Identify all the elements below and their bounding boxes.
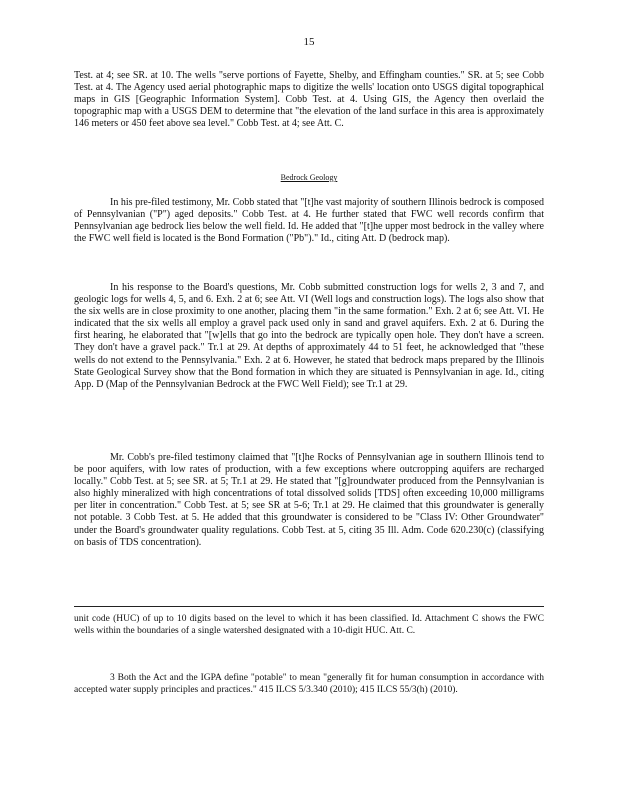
body-paragraph-4: [74, 452, 544, 549]
paragraph-text: Test. at 4; see SR. at 10. The wells "serve portions of Fayette, Shelby, and Effingham counties." SR. at 5; see Cobb Test. at 4. The Agency used aerial photographic maps to digitize the wells' location onto USGS digital topographical maps in GIS [Geographic Information System]. Cobb Test. at 4. Using GIS, the Agency then overlaid the topographic map with a USGS DEM to determine that "the elevation of the land surface in this area is approximately 146 meters or 450 feet above sea level." Cobb Test. at 4; see Att. C.: [74, 70, 544, 130]
body-paragraph-2: [74, 197, 544, 245]
footnote-2: [74, 672, 544, 696]
footnote-1: [74, 613, 544, 637]
body-paragraph-1: [74, 70, 544, 130]
paragraph-text: In his pre-filed testimony, Mr. Cobb stated that "[t]he vast majority of southern Illinois bedrock is composed of Pennsylvanian ("P") aged deposits." Cobb Test. at 4. He further stated that FWC well records confirm that Pennsylvanian age bedrock lies below the well field. Id. He added that "[t]he upper most bedrock in the valley where the FWC well field is located is the Bond Formation ("Pb")." Id., citing Att. D (bedrock map).: [74, 197, 544, 245]
paragraph-text: Mr. Cobb's pre-filed testimony claimed that "[t]he Rocks of Pennsylvanian age in southern Illinois tend to be poor aquifers, with low rates of production, with a few exceptions where outcropping aquifers are recharged locally." Cobb Test. at 5; see SR. at 5; Tr.1 at 29. He stated that "[g]roundwater produced from the Pennsylvanian is also highly mineralized with high concentrations of total dissolved solids [TDS] often exceeding 10,000 milligrams per liter in concentration." Cobb Test. at 5; see SR at 5-6; Tr.1 at 29. He claimed that this groundwater is generally not potable. 3 Cobb Test. at 5. He added that this groundwater is considered to be "Class IV: Other Groundwater" under the Board's groundwater quality regulations. Cobb Test. at 5, citing 35 Ill. Adm. Code 620.230(c) (classifying on basis of TDS concentration).: [74, 452, 544, 548]
footnote-text: unit code (HUC) of up to 10 digits based on the level to which it has been classified. Id. Attachment C shows the FWC wells within the boundaries of a single watershed designated with a 10-digit HUC. Att. C.: [74, 614, 544, 636]
body-paragraph-3: [74, 282, 544, 391]
section-heading-text: Bedrock Geology: [280, 173, 338, 182]
footnote-separator: [74, 606, 544, 607]
footnote-text: 3 Both the Act and the IGPA define "potable" to mean "generally fit for human consumption in accordance with accepted water supply principles and practices." 415 ILCS 5/3.340 (2010); 415 ILCS 55/3(h) (2010).: [74, 673, 544, 695]
page-number: 15: [303, 36, 315, 48]
paragraph-text: In his response to the Board's questions, Mr. Cobb submitted construction logs for wells 2, 3 and 7, and geologic logs for wells 4, 5, and 6. Exh. 2 at 6; see Att. VI (Well logs and construction logs). The logs also show that the six wells are in close proximity to one another, placing them "in the same formation." Exh. 2 at 6; see Att. VI. He indicated that the six wells all employ a gravel pack used only in sand and gravel aquifers. Exh. 2 at 6. During the first hearing, he elaborated that "[w]ells that go into the bedrock are typically open hole. They don't have a screen. They don't have a gravel pack." Tr.1 at 29. At depths of approximately 44 to 51 feet, he acknowledged that "these wells do not extend to the Pennsylvania." Exh. 2 at 6. However, he stated that bedrock maps prepared by the Illinois State Geological Survey show that the Bond formation in which they are situated is Pennsylvanian in age. Id., citing App. D (Map of the Pennsylvanian Bedrock at the FWC Well Field); see Tr.1 at 29.: [74, 282, 544, 390]
section-heading: [0, 173, 618, 182]
